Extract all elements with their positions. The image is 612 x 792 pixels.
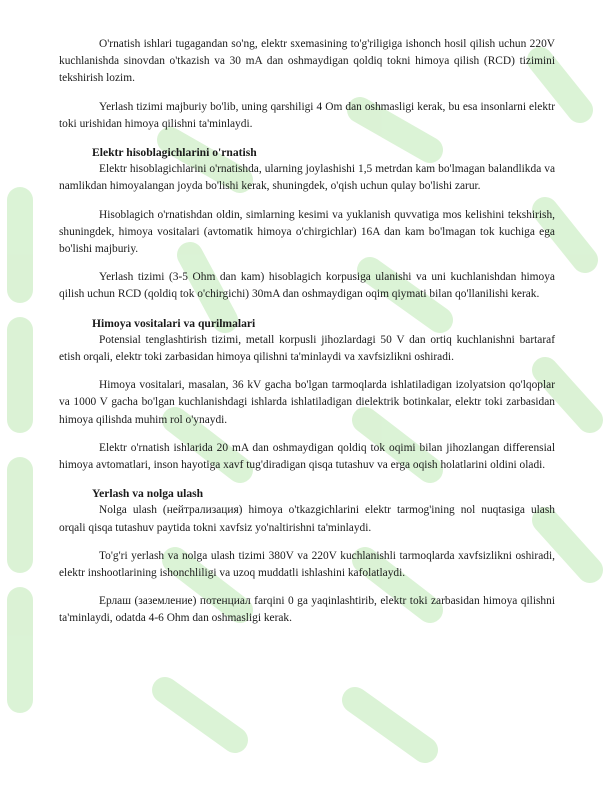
intro-section (59, 36, 555, 133)
paragraph: Yerlash tizimi majburiy bo'lib, uning qarshiligi 4 Om dan oshmasligi kerak, bu esa insonlarni elektr toki urishidan himoya qilishni ta'minlaydi. (59, 100, 555, 130)
watermark-stroke (165, 690, 235, 740)
paragraph: O'rnatish ishlari tugagandan so'ng, elektr sxemasining to'g'riligiga ishonch hosil qilish uchun 220V kuchlanishda sinovdan o'tkazish va 30 mA dan oshmaydigan qoldiq tokni himoya qilish (RCD) tizimini tekshirish lozim. (59, 38, 555, 85)
section-meters (59, 144, 555, 304)
section-heading: Elektr hisoblagichlarini o'rnatish (92, 146, 257, 160)
paragraph: Ерлаш (заземление) потенциал farqini 0 ga yaqinlashtirib, elektr toki zarbasidan himoya qilishni ta'minlaydi, odatda 4-6 Ohm dan oshmasligi kerak. (59, 595, 555, 625)
paragraph: Yerlash tizimi (3-5 Ohm dan kam) hisoblagich korpusiga ulanishi va uni kuchlanishdan himoya qilish uchun RCD (qoldiq tok o'chirgichi) 30mA dan oshmaydigan oqim qiymati bilan qo'llanilishi kerak. (59, 271, 555, 301)
paragraph: To'g'ri yerlash va nolga ulash tizimi 380V va 220V kuchlanishli tarmoqlarda xavfsizlikni oshiradi, elektr inshootlarining ishonchliligi va uzoq muddatli ishlashini kafolatlaydi. (59, 549, 555, 580)
paragraph: Potensial tenglashtirish tizimi, metall korpusli jihozlardagi 50 V dan ortiq kuchlanishni bartaraf etish orqali, elektr toki zarbasidan himoya qilishni ta'minlaydi va xavfsizlikni oshiradi. (59, 333, 555, 364)
document-page (59, 36, 555, 639)
watermark-stroke (355, 700, 425, 750)
paragraph: Hisoblagich o'rnatishdan oldin, simlarning kesimi va yuklanish quvvatiga mos kelishini tekshirish, shuningdek, himoya vositalari (avtomatik himoya o'chirgichlar) 16A dan kam bo'lmagan tok kuchiga ega bo'lishi majburiy. (59, 208, 555, 256)
paragraph: Himoya vositalari, masalan, 36 kV gacha bo'lgan tarmoqlarda ishlatiladigan izolyatsion qo'lqoplar va 1000 V gacha bo'lgan kuchlanishdagi ishlarda ishlatiladigan dielektrik botinkalar, elektr toki zarbasidan himoya qilishda muhim rol o'ynaydi. (59, 379, 555, 426)
section-heading: Yerlash va nolga ulash (92, 487, 204, 501)
section-grounding (59, 485, 555, 627)
paragraph: Nolga ulash (нейтрализация) himoya o'tkazgichlarini elektr tarmog'ining nol nuqtasiga ulash orqali qisqa tutashuv paytida tokni xavfsiz yo'naltirishni ta'minlaydi. (59, 504, 555, 534)
section-protection (59, 315, 555, 475)
paragraph: Elektr hisoblagichlarini o'rnatishda, ularning joylashishi 1,5 metrdan kam bo'lmagan balandlikda va namlikdan himoyalangan joyda bo'lishi kerak, shuningdek, o'qish uchun qulay bo'lishi zarur. (59, 163, 555, 193)
paragraph: Elektr o'rnatish ishlarida 20 mA dan oshmaydigan qoldiq tok oqimi bilan jihozlangan differensial himoya avtomatlari, inson hayotiga xavf tug'diradigan qisqa tutashuv va erga oqish holatlarini oldini oladi. (59, 441, 555, 472)
section-heading: Himoya vositalari va qurilmalari (92, 316, 256, 330)
